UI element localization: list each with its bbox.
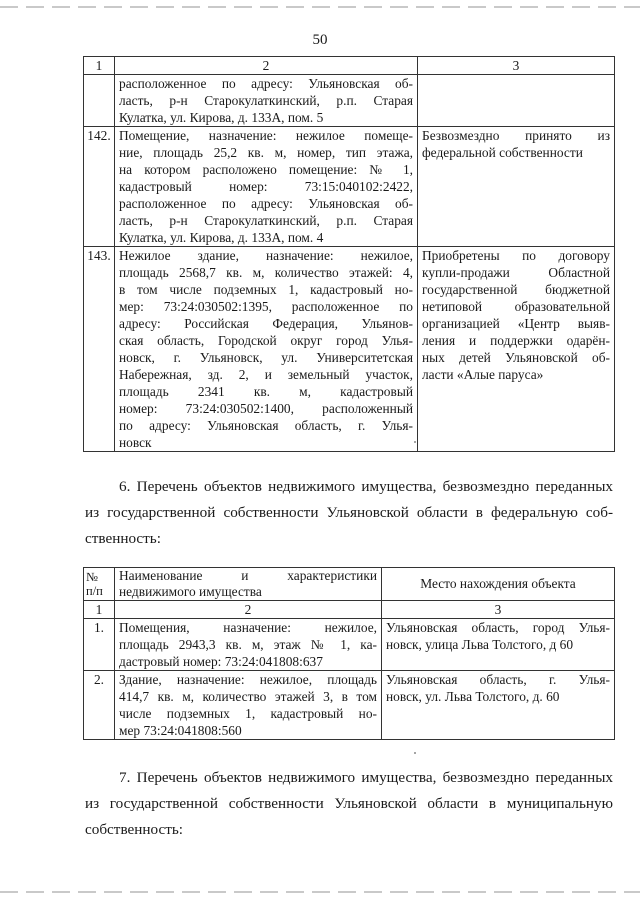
scan-edge-top: [0, 6, 640, 8]
column-index-1: 1: [84, 601, 115, 619]
text-line: ления и поддержки одарён-: [422, 333, 610, 348]
object-description: [115, 75, 418, 127]
row-number: 142.: [84, 127, 115, 247]
federal-transfer-table: [83, 567, 615, 740]
text-line: Ульяновская область, г. Улья-: [386, 672, 610, 687]
table-row: [84, 127, 615, 247]
text-line: номер: 73:24:030502:1400, расположенный: [119, 401, 413, 416]
header-number: [84, 568, 115, 601]
text-line: в том числе подземных 1, кадастровый но-: [119, 282, 413, 297]
object-note: [418, 127, 615, 247]
object-note: [418, 75, 615, 127]
text-line: новск, ул. Льва Толстого, д. 60: [386, 689, 560, 704]
text-line: Помещение, назначение: нежилое помеще-: [119, 128, 413, 143]
text-line: 6. Перечень объектов недвижимого имущества, безвозмездно переданных: [119, 478, 613, 495]
text-line: новск: [119, 435, 152, 450]
section-6-heading: [85, 474, 613, 552]
text-line: купли-продажи Областной: [422, 265, 610, 280]
text-line: 7. Перечень объектов недвижимого имущества, безвозмездно переданных: [119, 769, 613, 786]
scan-speck: [414, 752, 416, 754]
header-name: [115, 568, 382, 601]
row-number: 1.: [84, 619, 115, 671]
text-line: Наименование и характеристики: [119, 568, 377, 583]
text-line: расположенное по адресу: Ульяновская об-: [119, 76, 413, 91]
text-line: ных детей Ульяновской об-: [422, 350, 610, 365]
text-line: ласти «Алые паруса»: [422, 367, 544, 382]
table-row: [84, 619, 615, 671]
object-description: [115, 619, 382, 671]
table-header-row: [84, 568, 615, 601]
text-line: Ульяновская область, город Улья-: [386, 620, 610, 635]
text-line: ская область, Городской округ город Улья-: [119, 333, 413, 348]
text-line: Нежилое здание, назначение: нежилое,: [119, 248, 413, 263]
text-line: из государственной собственности Ульяновской области в федеральную соб-: [85, 504, 613, 521]
column-index-1: 1: [84, 57, 115, 75]
column-index-2: 2: [115, 601, 382, 619]
text-line: площадь 2341 кв. м, кадастровый: [119, 384, 413, 399]
row-number: 2.: [84, 671, 115, 740]
text-line: собственность:: [85, 821, 184, 838]
text-line: п/п: [86, 584, 103, 598]
text-line: Помещения, назначение: нежилое,: [119, 620, 377, 635]
text-line: 414,7 кв. м, количество этажей 3, в том: [119, 689, 377, 704]
scan-edge-bottom: [0, 891, 640, 893]
text-line: Здание, назначение: нежилое, площадь: [119, 672, 377, 687]
text-line: недвижимого имущества: [119, 584, 262, 599]
text-line: нетиповой образовательной: [422, 299, 610, 314]
text-line: ласть, р-н Старокулаткинский, р.п. Старая: [119, 213, 413, 228]
table-index-row: [84, 601, 615, 619]
section-7-heading: [85, 765, 613, 843]
text-line: государственной бюджетной: [422, 282, 610, 297]
table-row: [84, 75, 615, 127]
text-line: федеральной собственности: [422, 145, 583, 160]
object-description: [115, 127, 418, 247]
text-line: ние, площадь 25,2 кв. м, номер, тип этажа,: [119, 145, 413, 160]
text-line: Кулатка, ул. Кирова, д. 133А, пом. 5: [119, 110, 324, 125]
object-description: [115, 671, 382, 740]
text-line: адресу: Российская Федерация, Ульянов-: [119, 316, 413, 331]
text-line: новск, г. Ульяновск, ул. Университетская: [119, 350, 413, 365]
text-line: Набережная, зд. 2, и земельный участок,: [119, 367, 413, 382]
text-line: ласть, р-н Старокулаткинский, р.п. Старая: [119, 93, 413, 108]
text-line: дастровый номер: 73:24:041808:637: [119, 654, 323, 669]
row-number: [84, 75, 115, 127]
column-index-2: 2: [115, 57, 418, 75]
table-row: [84, 671, 615, 740]
objects-table-continued: [83, 56, 615, 452]
row-number: 143.: [84, 247, 115, 452]
text-line: из государственной собственности Ульяновской области в муниципальную: [85, 795, 613, 812]
text-line: площадь 2943,3 кв. м, этаж № 1, ка-: [119, 637, 377, 652]
scan-speck: [414, 441, 416, 443]
text-line: мер 73:24:041808:560: [119, 723, 242, 738]
text-line: площадь 2568,7 кв. м, количество этажей: 4,: [119, 265, 413, 280]
object-note: [418, 247, 615, 452]
text-line: Приобретены по договору: [422, 248, 610, 263]
object-description: [115, 247, 418, 452]
text-line: мер: 73:24:030502:1395, расположенное по: [119, 299, 413, 314]
text-line: числе подземных 1, кадастровый но-: [119, 706, 377, 721]
text-line: расположенное по адресу: Ульяновская об-: [119, 196, 413, 211]
text-line: Кулатка, ул. Кирова, д. 133А, пом. 4: [119, 230, 324, 245]
object-location: [382, 671, 615, 740]
column-index-3: 3: [382, 601, 615, 619]
table-header-row: [84, 57, 615, 75]
text-line: организацией «Центр выяв-: [422, 316, 610, 331]
table-row: [84, 247, 615, 452]
text-line: новск, улица Льва Толстого, д 60: [386, 637, 574, 652]
text-line: ственность:: [85, 530, 161, 547]
header-place: Место нахождения объекта: [382, 568, 615, 601]
column-index-3: 3: [418, 57, 615, 75]
text-line: на котором расположено помещение: № 1,: [119, 162, 413, 177]
page-number: 50: [312, 32, 328, 48]
text-line: кадастровый номер: 73:15:040102:2422,: [119, 179, 413, 194]
text-line: №: [86, 570, 98, 584]
object-location: [382, 619, 615, 671]
text-line: Безвозмездно принято из: [422, 128, 610, 143]
text-line: по адресу: Ульяновская область, г. Улья-: [119, 418, 413, 433]
